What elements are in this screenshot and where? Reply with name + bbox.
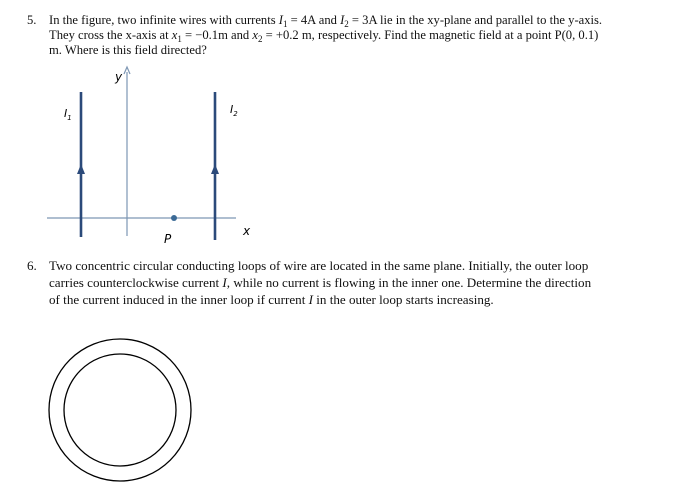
problem-6-number: 6. [27,258,37,273]
outer-loop [49,339,191,481]
problem-5-line-2: They cross the x-axis at $x_1 = -0.1m$ and $x_2 = +0.2$ m, respectively. Find the magnetic field at a point P(0, 0.1) [49,28,599,44]
problem-5-number: 5. [27,13,37,27]
inner-loop [64,354,176,466]
problem-6-line-3: of the current induced in the inner loop if current I in the outer loop starts increasing. [49,292,494,307]
point-p-label: P [164,232,172,246]
wire-2-current-arrow [211,164,219,174]
problem-6-line-2: carries counterclockwise current I, while no current is flowing in the inner one. Determine the direction [49,275,592,290]
problem-5-line-3: m. Where is this field directed? [49,43,207,57]
wire-1-current-arrow [77,164,85,174]
problem-6-line-1: Two concentric circular conducting loops of wire are located in the same plane. Initially, the outer loop [49,258,589,273]
y-axis-label: y [115,70,123,84]
problem-5-line-1: In the figure, two infinite wires with currents $I_1 = 4A$ and $I_2 = 3A$ lie in the xy-plane and parallel to the y-axis. [49,13,603,29]
x-axis-label: x [243,224,251,238]
problem-6-text [49,257,659,308]
point-p [171,215,177,221]
current-i2-label: $I_2$ [230,103,238,118]
current-i1-label: $I_1$ [64,107,72,122]
